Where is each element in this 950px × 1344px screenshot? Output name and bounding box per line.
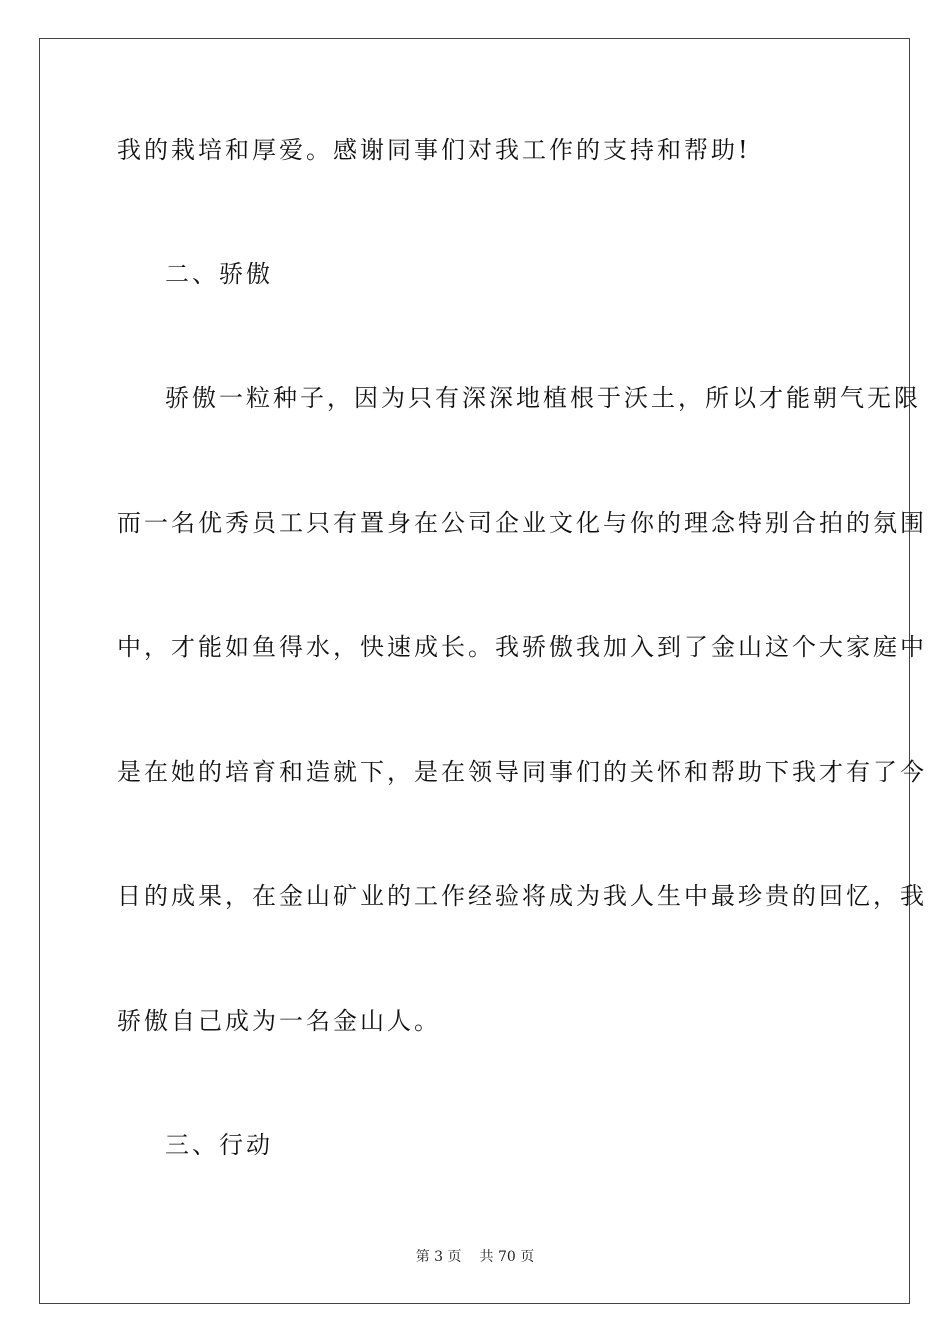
page-number: 第 3 页 <box>415 1249 462 1265</box>
paragraph-line: 我的栽培和厚爱。感谢同事们对我工作的支持和帮助! <box>117 136 751 164</box>
page-frame <box>39 38 910 1304</box>
paragraph-line: 骄傲一粒种子，因为只有深深地植根于沃土，所以才能朝气无限 <box>165 384 921 412</box>
paragraph-line: 日的成果，在金山矿业的工作经验将成为我人生中最珍贵的回忆，我 <box>117 882 927 910</box>
paragraph-line: 而一名优秀员工只有置身在公司企业文化与你的理念特别合拍的氛围 <box>117 509 927 537</box>
paragraph-line: 骄傲自己成为一名金山人。 <box>117 1007 441 1035</box>
page-footer <box>0 1248 950 1266</box>
paragraph-line: 是在她的培育和造就下，是在领导同事们的关怀和帮助下我才有了今 <box>117 758 927 786</box>
section-heading-action: 三、行动 <box>165 1131 273 1159</box>
paragraph-line: 中，才能如鱼得水，快速成长。我骄傲我加入到了金山这个大家庭中 <box>117 633 927 661</box>
page-total: 共 70 页 <box>479 1249 535 1265</box>
section-heading-pride: 二、骄傲 <box>165 260 273 288</box>
